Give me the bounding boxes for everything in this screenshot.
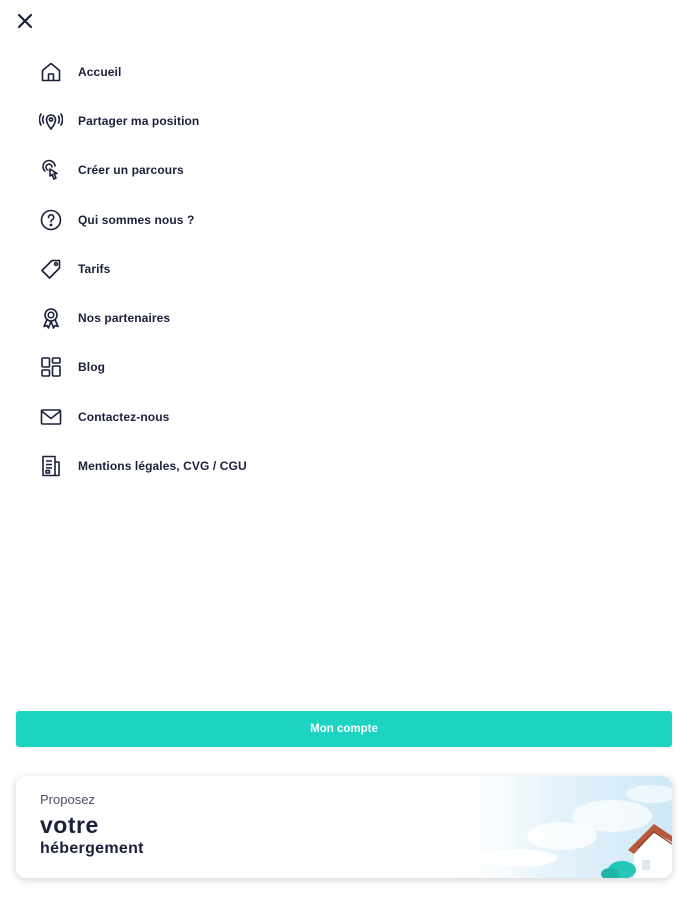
question-icon	[36, 205, 66, 235]
menu-item-label: Blog	[78, 360, 106, 375]
menu-item-blog[interactable]	[36, 343, 456, 392]
menu-item-tarifs[interactable]	[36, 244, 456, 293]
route-touch-icon	[36, 155, 66, 185]
promo-card-hosting[interactable]	[16, 776, 672, 878]
account-button[interactable]: Mon compte	[16, 711, 672, 747]
home-icon	[36, 57, 66, 87]
menu-item-label: Nos partenaires	[78, 311, 171, 326]
award-badge-icon	[36, 303, 66, 333]
legal-document-icon	[36, 451, 66, 481]
menu-item-label: Qui sommes nous ?	[78, 212, 195, 227]
menu-item-label: Mentions légales, CVG / CGU	[78, 459, 247, 474]
promo-line-3: hébergement	[40, 840, 144, 857]
menu-item-label: Accueil	[78, 64, 122, 79]
close-button[interactable]	[12, 8, 38, 34]
promo-line-2: votre	[40, 812, 99, 838]
close-icon	[16, 12, 34, 30]
menu-item-creer-parcours[interactable]	[36, 146, 456, 195]
promo-text	[40, 792, 144, 858]
menu-item-qui-sommes-nous[interactable]	[36, 195, 456, 244]
main-menu	[36, 47, 456, 491]
menu-item-label: Partager ma position	[78, 113, 200, 128]
menu-item-partager-position[interactable]	[36, 96, 456, 145]
house-illustration	[442, 776, 672, 878]
mail-icon	[36, 402, 66, 432]
price-tag-icon	[36, 254, 66, 284]
menu-item-label: Créer un parcours	[78, 163, 184, 178]
location-share-icon	[36, 106, 66, 136]
menu-item-label: Tarifs	[78, 261, 111, 276]
grid-blog-icon	[36, 352, 66, 382]
menu-item-mentions-legales[interactable]	[36, 441, 456, 490]
menu-item-accueil[interactable]	[36, 47, 456, 96]
promo-line-1: Proposez	[40, 792, 95, 807]
menu-item-label: Contactez-nous	[78, 409, 170, 424]
menu-item-nos-partenaires[interactable]	[36, 293, 456, 342]
menu-item-contactez-nous[interactable]	[36, 392, 456, 441]
